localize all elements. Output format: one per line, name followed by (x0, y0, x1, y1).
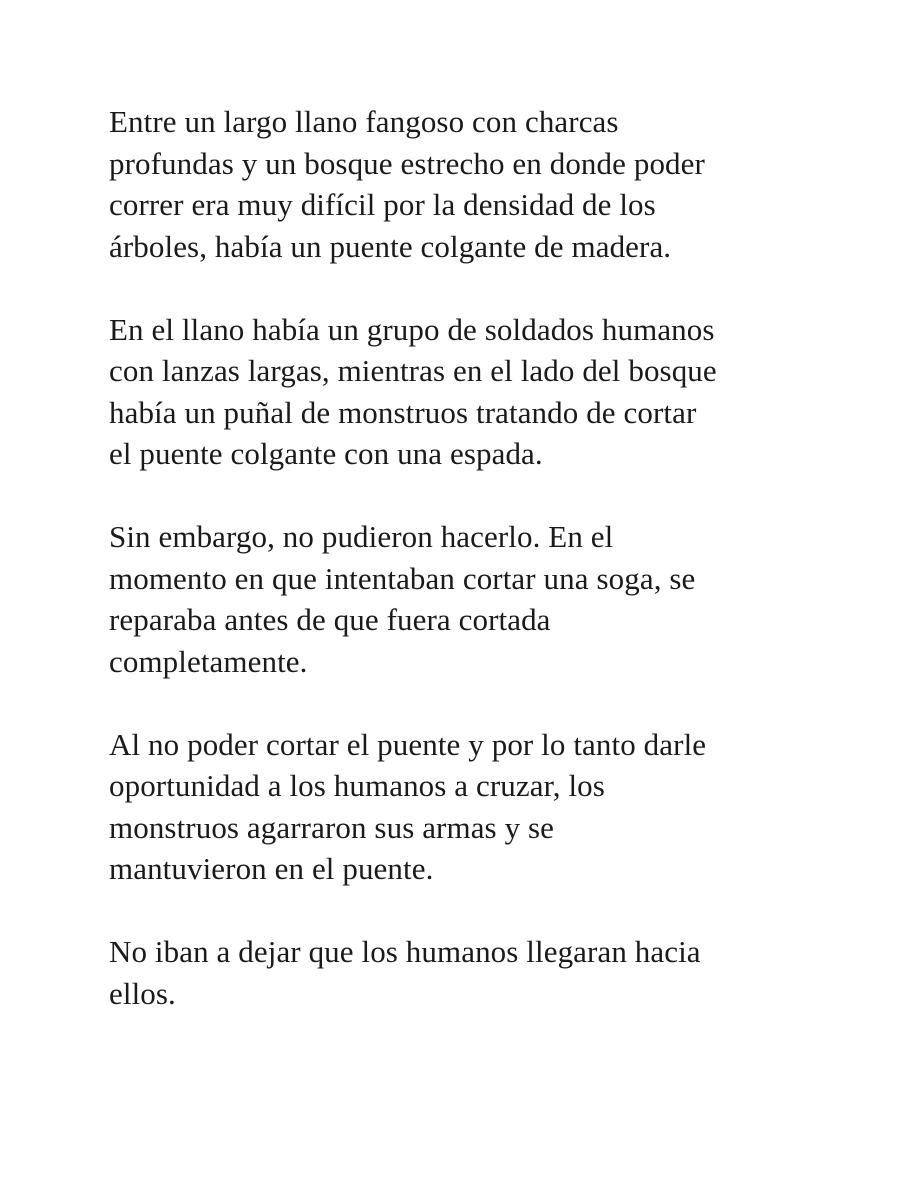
text-line: Al no poder cortar el puente y por lo tanto darle (109, 726, 707, 762)
story-text (109, 101, 809, 1056)
text-line: monstruos agarraron sus armas y se (109, 809, 555, 845)
text-line: árboles, había un puente colgante de madera. (109, 228, 672, 264)
paragraph (109, 101, 809, 267)
text-line: No iban a dejar que los humanos llegaran hacia (109, 934, 701, 969)
text-line: En el llano había un grupo de soldados humanos (109, 311, 715, 347)
text-line: ellos. (109, 975, 176, 1011)
text-line: había un puñal de monstruos tratando de cortar (109, 394, 697, 430)
text-line: el puente colgante con una espada. (109, 436, 543, 471)
text-line: con lanzas largas, mientras en el lado del bosque (109, 353, 717, 388)
paragraph (109, 724, 809, 890)
text-line: Sin embargo, no pudieron hacerlo. En el (109, 519, 614, 554)
text-line: reparaba antes de que fuera cortada (109, 602, 551, 637)
paragraph (109, 309, 809, 475)
paragraph (109, 931, 809, 1014)
text-line: correr era muy difícil por la densidad de los (109, 187, 656, 222)
text-line: oportunidad a los humanos a cruzar, los (109, 768, 605, 803)
paragraph (109, 516, 809, 682)
text-line: completamente. (109, 643, 308, 679)
text-line: momento en que intentaban cortar una soga, se (109, 560, 696, 596)
text-line: mantuvieron en el puente. (109, 851, 434, 886)
text-line: Entre un largo llano fangoso con charcas (109, 104, 619, 139)
text-line: profundas y un bosque estrecho en donde poder (109, 145, 705, 181)
